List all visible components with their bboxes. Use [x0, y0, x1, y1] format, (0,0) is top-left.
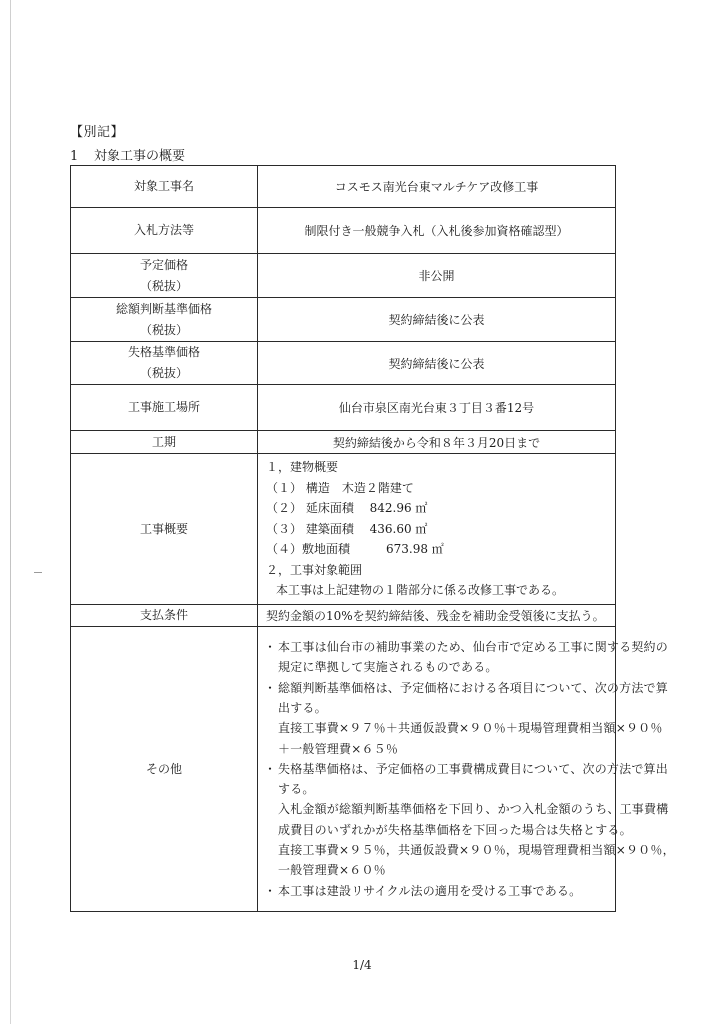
row-value-planned-price: 非公開: [258, 254, 616, 298]
table-row: [71, 208, 616, 254]
row-label-disqualification-price: [71, 342, 258, 385]
row-value-bidding-method: 制限付き一般競争入札（入札後参加資格確認型）: [258, 208, 616, 254]
note-line: 直接工事費×９７％＋共通仮設費×９０％＋現場管理費相当額×９０％: [278, 721, 663, 736]
outline-line: （１） 構造 木造２階建て: [266, 480, 414, 495]
scan-edge: [10, 0, 11, 1024]
note-line: ・ 総額判断基準価格は、予定価格における各項目について、次の方法で算: [264, 678, 609, 698]
row-value-location: 仙台市泉区南光台東３丁目３番12号: [258, 385, 616, 431]
row-value-outline: [258, 454, 616, 605]
outline-line: 本工事は上記建物の１階部分に係る改修工事である。: [276, 583, 565, 598]
row-label-planned-price: [71, 254, 258, 298]
row-value-disqualification-price: 契約締結後に公表: [258, 342, 616, 385]
row-label-payment: 支払条件: [71, 605, 258, 627]
table-row: [71, 342, 616, 385]
row-value-project-name: コスモス南光台東マルチケア改修工事: [258, 166, 616, 208]
attachment-heading: 【別記】: [70, 125, 125, 140]
margin-mark: [34, 572, 42, 573]
section-number: 1: [70, 149, 79, 164]
table-row: [71, 385, 616, 431]
label-line: 予定価格: [139, 257, 188, 272]
table-row: [71, 166, 616, 208]
note-line: ＋一般管理費×６５％: [278, 741, 399, 756]
outline-line: ２，工事対象範囲: [266, 562, 363, 577]
note-line: 規定に準拠して実施されるものである。: [278, 660, 498, 675]
row-value-period: 契約締結後から令和８年３月20日まで: [258, 431, 616, 454]
row-label-other: その他: [71, 627, 258, 912]
table-row: [71, 254, 616, 298]
row-label-total-judgment-price: [71, 298, 258, 342]
outline-lines: [258, 455, 615, 603]
note-line: 成費目のいずれかが失格基準価格を下回った場合は失格とする。: [278, 822, 632, 837]
row-value-total-judgment-price: 契約締結後に公表: [258, 298, 616, 342]
outline-line: （２） 延床面積 842.96 ㎡: [266, 501, 428, 516]
section-title: [70, 145, 185, 164]
label-line: （税抜）: [139, 322, 188, 337]
note-line: ・ 本工事は建設リサイクル法の適用を受ける工事である。: [264, 881, 609, 901]
note-line: ・ 本工事は仙台市の補助事業のため、仙台市で定める工事に関する契約の: [264, 637, 609, 657]
row-value-payment: 契約金額の10%を契約締結後、残金を補助金受領後に支払う。: [258, 605, 616, 627]
row-label-period: 工期: [71, 431, 258, 454]
table-row: [71, 454, 616, 605]
outline-line: （４）敷地面積 673.98 ㎡: [266, 542, 444, 557]
outline-line: （３） 建築面積 436.60 ㎡: [266, 521, 428, 536]
row-value-other: [258, 627, 675, 912]
note-line: ・ 失格基準価格は、予定価格の工事費構成費目について、次の方法で算出: [264, 759, 609, 779]
row-label-outline: 工事概要: [71, 454, 258, 605]
label-line: 総額判断基準価格: [115, 301, 212, 316]
table-row: [71, 431, 616, 454]
page-number: 1/4: [352, 958, 372, 972]
note-line: 一般管理費×６０％: [278, 863, 386, 878]
note-line: する。: [278, 782, 315, 797]
label-line: 失格基準価格: [127, 345, 200, 359]
label-line: （税抜）: [139, 278, 188, 293]
note-line: 直接工事費×９５％，共通仮設費×９０％，現場管理費相当額×９０％，: [278, 843, 675, 858]
note-line: 出する。: [278, 700, 327, 715]
outline-line: １，建物概要: [266, 460, 339, 475]
other-notes: [258, 636, 675, 902]
row-label-project-name: 対象工事名: [71, 166, 258, 208]
project-overview-table: [70, 165, 675, 912]
table-row: [71, 605, 616, 627]
table-row: [71, 298, 616, 342]
section-title-text: 対象工事の概要: [94, 149, 186, 164]
row-label-location: 工事施工場所: [71, 385, 258, 431]
row-label-bidding-method: 入札方法等: [71, 208, 258, 254]
note-line: 入札金額が総額判断基準価格を下回り、かつ入札金額のうち、工事費構: [278, 802, 669, 817]
label-line: （税抜）: [139, 366, 188, 380]
table-row: [71, 627, 616, 912]
